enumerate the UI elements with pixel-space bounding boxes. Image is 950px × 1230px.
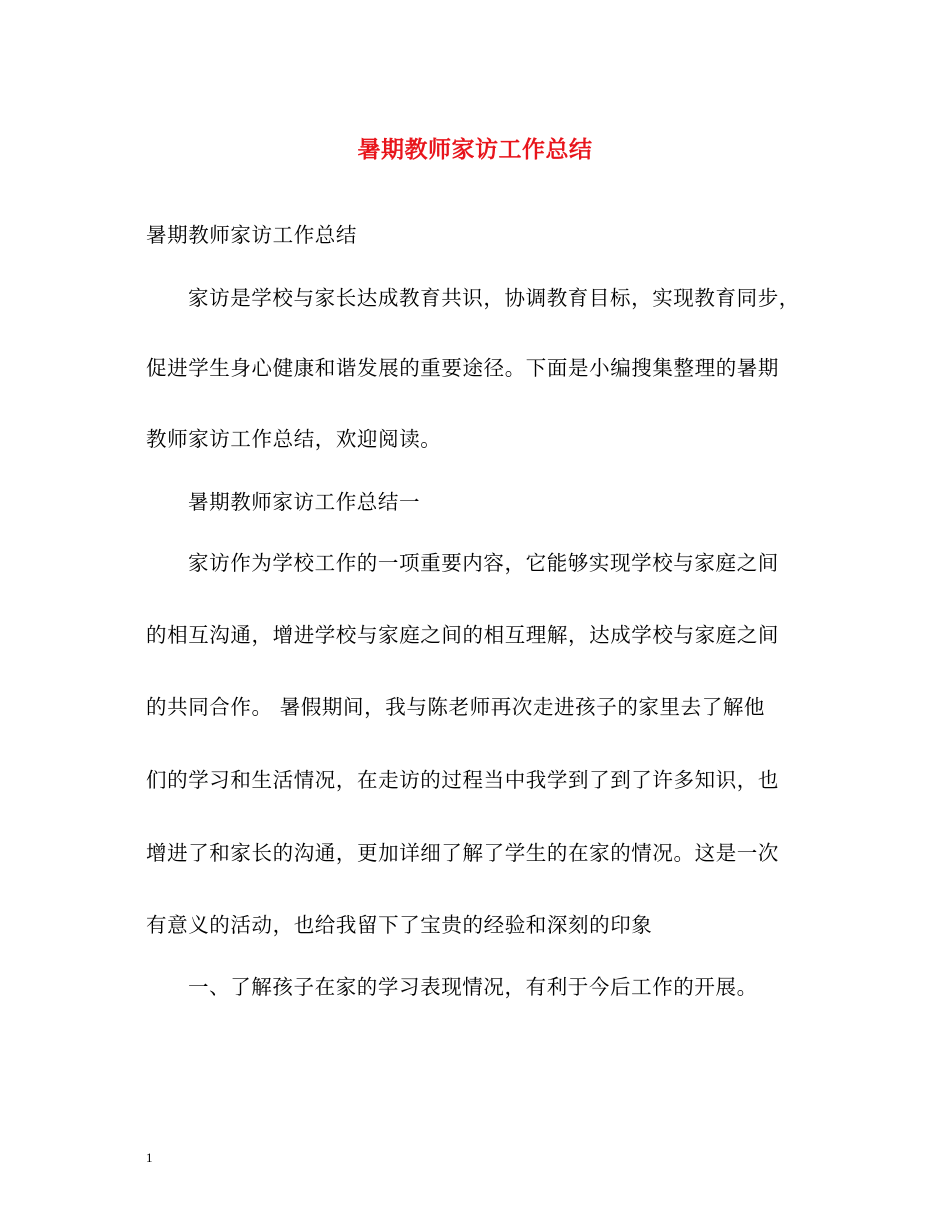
document-title: 暑期教师家访工作总结 — [357, 136, 593, 163]
paragraph-line: 教师家访工作总结，欢迎阅读。 — [146, 427, 442, 451]
paragraph-line: 的共同合作。 暑假期间，我与陈老师再次走进孩子的家里去了解他 — [146, 695, 766, 719]
page-number: 1 — [146, 1150, 153, 1165]
paragraph-line: 的相互沟通，增进学校与家庭之间的相互理解，达成学校与家庭之间 — [146, 623, 779, 647]
paragraph-line: 有意义的活动，也给我留下了宝贵的经验和深刻的印象 — [146, 913, 653, 937]
section-heading: 一、了解孩子在家的学习表现情况，有利于今后工作的开展。 — [188, 975, 758, 999]
paragraph-line: 促进学生身心健康和谐发展的重要途径。下面是小编搜集整理的暑期 — [146, 356, 779, 380]
section-heading: 暑期教师家访工作总结一 — [188, 490, 421, 514]
paragraph-line: 增进了和家长的沟通，更加详细了解了学生的在家的情况。这是一次 — [146, 841, 779, 865]
paragraph-line: 家访作为学校工作的一项重要内容，它能够实现学校与家庭之间 — [188, 551, 779, 575]
paragraph-line: 们的学习和生活情况，在走访的过程当中我学到了到了许多知识，也 — [146, 768, 779, 792]
subtitle-line: 暑期教师家访工作总结 — [146, 223, 357, 247]
paragraph-line: 家访是学校与家长达成教育共识，协调教育目标，实现教育同步， — [188, 286, 800, 310]
